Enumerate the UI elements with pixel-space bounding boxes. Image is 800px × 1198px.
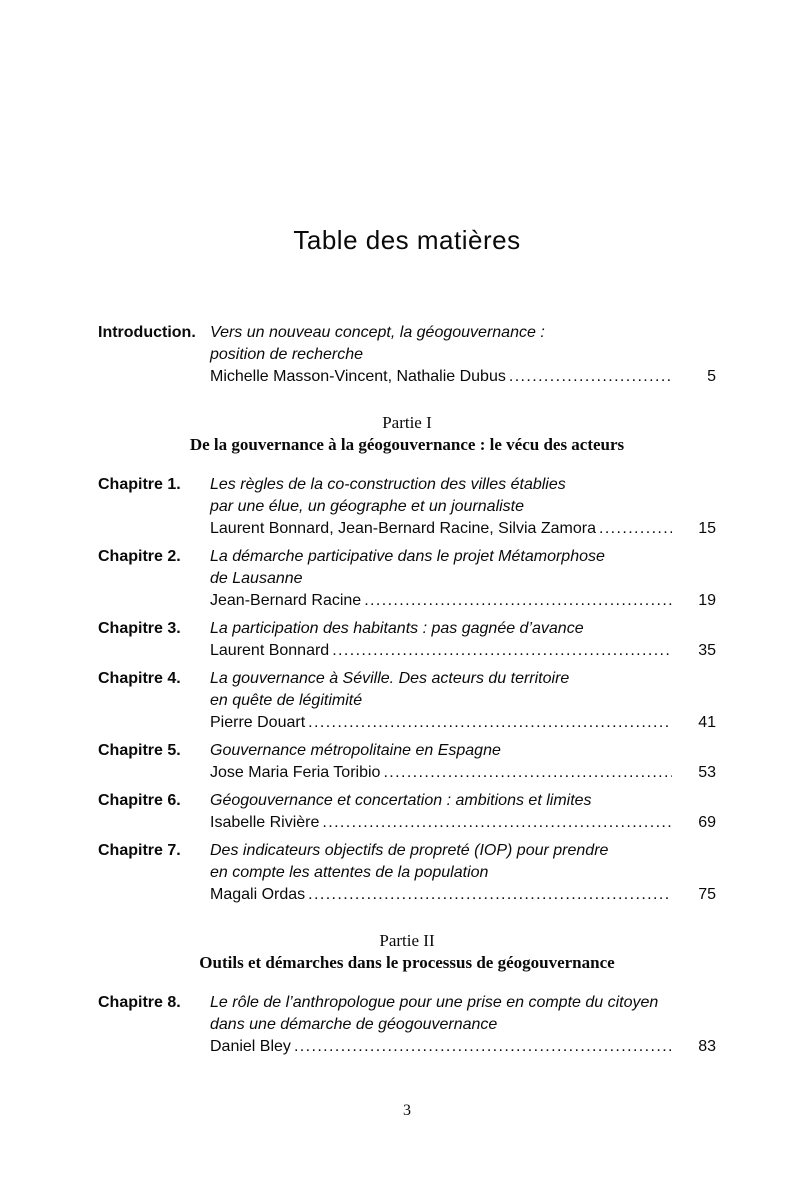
- entry-body: [210, 618, 716, 662]
- entry-body: [210, 474, 716, 540]
- entry-title-line-1: Géogouvernance et concertation : ambitions et limites: [210, 792, 592, 809]
- entry-page-number: 69: [698, 814, 716, 831]
- entry-title-line-2: en quête de légitimité: [210, 692, 363, 709]
- dot-leader: [305, 884, 672, 906]
- entry-authors: Michelle Masson-Vincent, Nathalie Dubus: [210, 368, 506, 385]
- entry-authors-row: [210, 590, 716, 612]
- entry-authors-row: [210, 884, 716, 906]
- toc-entry-chapter-4: [98, 668, 716, 734]
- page-title: Table des matières: [293, 225, 521, 255]
- entry-authors-row: [210, 366, 716, 388]
- entry-label: Chapitre 2.: [98, 548, 181, 565]
- entry-title-line-1: Des indicateurs objectifs de propreté (IOP) pour prendre: [210, 842, 609, 859]
- entry-authors: Laurent Bonnard, Jean-Bernard Racine, Silvia Zamora: [210, 520, 596, 537]
- entry-body: [210, 992, 716, 1058]
- entry-authors-row: [210, 1036, 716, 1058]
- toc-entry-chapter-1: [98, 474, 716, 540]
- entry-title-line-2: dans une démarche de géogouvernance: [210, 1016, 498, 1033]
- toc-entry-chapter-2: [98, 546, 716, 612]
- entry-authors: Pierre Douart: [210, 714, 306, 731]
- entry-authors: Laurent Bonnard: [210, 642, 330, 659]
- entry-body: [210, 546, 716, 612]
- entry-label: Chapitre 7.: [98, 842, 181, 859]
- entry-title-line-1: Les règles de la co-construction des villes établies: [210, 476, 566, 493]
- entry-authors: Magali Ordas: [210, 886, 306, 903]
- entry-title-line-2: position de recherche: [210, 346, 363, 363]
- part-2-heading: Partie II: [379, 931, 435, 950]
- entry-authors: Daniel Bley: [210, 1038, 291, 1055]
- entry-label: Chapitre 4.: [98, 670, 181, 687]
- entry-page-number: 35: [698, 642, 716, 659]
- toc-entry-chapter-6: [98, 790, 716, 834]
- toc-entry-chapter-8: [98, 992, 716, 1058]
- entry-authors: Jean-Bernard Racine: [210, 592, 362, 609]
- entry-body: [210, 790, 716, 834]
- dot-leader: [506, 366, 672, 388]
- table-of-contents: [98, 0, 716, 1122]
- toc-entry-introduction: [98, 322, 716, 388]
- entry-label: Introduction.: [98, 324, 196, 341]
- entry-label: Chapitre 1.: [98, 476, 181, 493]
- dot-leader: [305, 712, 672, 734]
- part-2-heading-block: [98, 930, 716, 974]
- entry-authors-row: [210, 640, 716, 662]
- footer-page-number: 3: [403, 1102, 411, 1119]
- entry-authors-row: [210, 712, 716, 734]
- dot-leader: [319, 812, 672, 834]
- entry-label: Chapitre 3.: [98, 620, 181, 637]
- part-1-heading: Partie I: [382, 413, 432, 432]
- part-2-subtitle: Outils et démarches dans le processus de géogouvernance: [199, 953, 615, 972]
- dot-leader: [380, 762, 672, 784]
- entry-page-number: 53: [698, 764, 716, 781]
- entry-authors-row: [210, 518, 716, 540]
- entry-body: [210, 740, 716, 784]
- entry-page-number: 83: [698, 1038, 716, 1055]
- dot-leader: [291, 1036, 672, 1058]
- entry-title-line-1: Gouvernance métropolitaine en Espagne: [210, 742, 501, 759]
- entry-title-line-1: La participation des habitants : pas gagnée d’avance: [210, 620, 584, 637]
- toc-entry-chapter-7: [98, 840, 716, 906]
- entry-page-number: 19: [698, 592, 716, 609]
- dot-leader: [329, 640, 672, 662]
- dot-leader: [596, 518, 672, 540]
- entry-title-line-2: en compte les attentes de la population: [210, 864, 489, 881]
- entry-title-line-1: Le rôle de l’anthropologue pour une prise en compte du citoyen: [210, 994, 659, 1011]
- entry-page-number: 15: [698, 520, 716, 537]
- part-1-heading-block: [98, 412, 716, 456]
- entry-authors-row: [210, 812, 716, 834]
- entry-authors-row: [210, 762, 716, 784]
- entry-title-line-1: Vers un nouveau concept, la géogouvernance :: [210, 324, 545, 341]
- entry-page-number: 41: [698, 714, 716, 731]
- entry-title-line-1: La démarche participative dans le projet Métamorphose: [210, 548, 605, 565]
- entry-page-number: 75: [698, 886, 716, 903]
- entry-label: Chapitre 8.: [98, 994, 181, 1011]
- toc-entry-chapter-5: [98, 740, 716, 784]
- toc-entry-chapter-3: [98, 618, 716, 662]
- part-1-subtitle: De la gouvernance à la géogouvernance : le vécu des acteurs: [189, 435, 625, 454]
- dot-leader: [361, 590, 672, 612]
- entry-authors: Isabelle Rivière: [210, 814, 320, 831]
- entry-body: [210, 322, 716, 388]
- entry-body: [210, 668, 716, 734]
- entry-title-line-2: par une élue, un géographe et un journaliste: [210, 498, 525, 515]
- entry-title-line-2: de Lausanne: [210, 570, 303, 587]
- entry-label: Chapitre 6.: [98, 792, 181, 809]
- entry-body: [210, 840, 716, 906]
- entry-page-number: 5: [707, 368, 716, 385]
- entry-title-line-1: La gouvernance à Séville. Des acteurs du territoire: [210, 670, 570, 687]
- entry-authors: Jose Maria Feria Toribio: [210, 764, 381, 781]
- entry-label: Chapitre 5.: [98, 742, 181, 759]
